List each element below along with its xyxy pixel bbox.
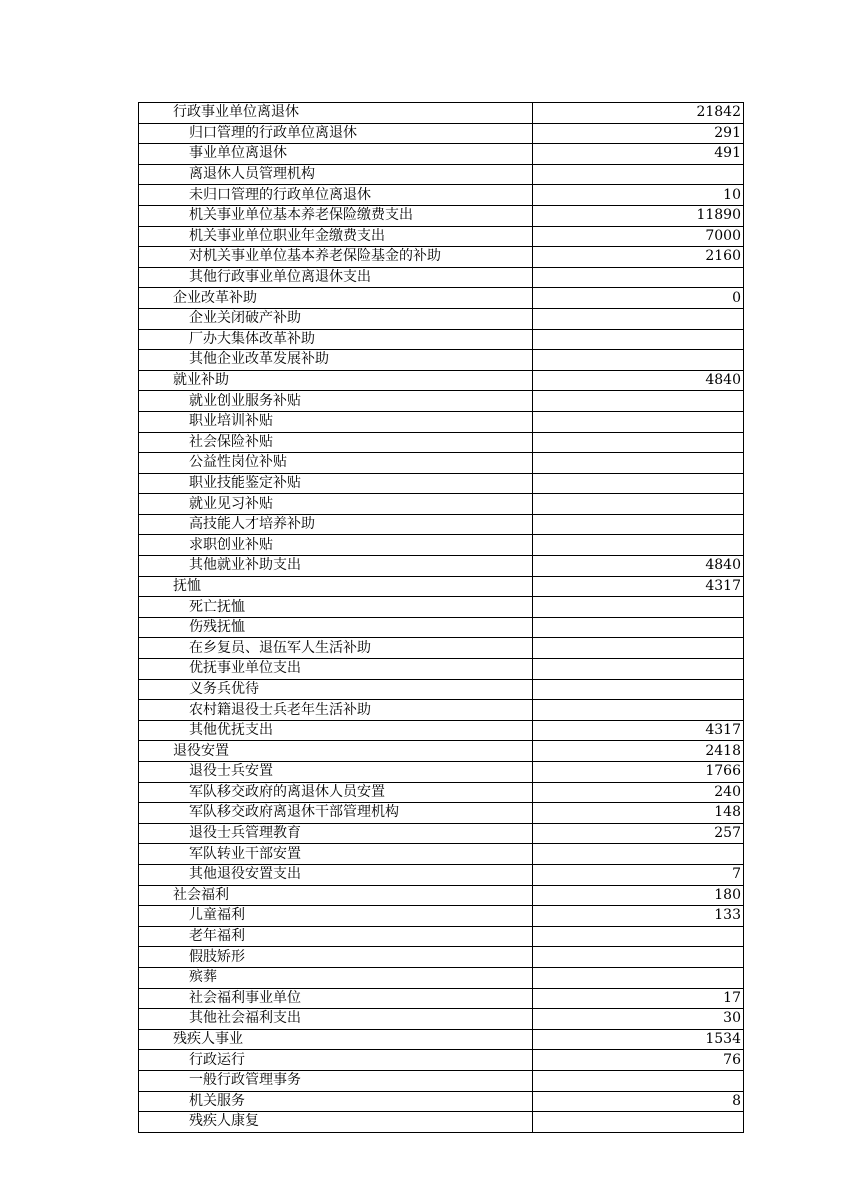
amount-cell: 4840 [533,370,744,391]
amount-cell: 491 [533,144,744,165]
item-name-cell: 就业创业服务补贴 [139,391,533,412]
amount-cell: 21842 [533,103,744,124]
subcategory-row [139,617,744,638]
subcategory-row [139,906,744,927]
item-name-cell: 死亡抚恤 [139,597,533,618]
amount-cell: 1534 [533,1029,744,1050]
subcategory-row [139,597,744,618]
budget-table [138,102,744,1133]
budget-table-body [139,103,744,1133]
item-name-cell: 行政运行 [139,1050,533,1071]
subcategory-row [139,803,744,824]
item-name-cell: 在乡复员、退伍军人生活补助 [139,638,533,659]
amount-cell [533,432,744,453]
item-name-cell: 退役士兵安置 [139,762,533,783]
amount-cell [533,391,744,412]
item-name-cell: 退役士兵管理教育 [139,823,533,844]
amount-cell: 257 [533,823,744,844]
item-name-cell: 其他行政事业单位离退休支出 [139,267,533,288]
amount-cell: 4317 [533,576,744,597]
item-name-cell: 军队移交政府的离退休人员安置 [139,782,533,803]
item-name-cell: 老年福利 [139,926,533,947]
item-name-cell: 就业补助 [139,370,533,391]
category-row [139,576,744,597]
item-name-cell: 高技能人才培养补助 [139,514,533,535]
subcategory-row [139,453,744,474]
item-name-cell: 职业培训补贴 [139,411,533,432]
amount-cell: 0 [533,288,744,309]
subcategory-row [139,700,744,721]
subcategory-row [139,329,744,350]
item-name-cell: 职业技能鉴定补贴 [139,473,533,494]
item-name-cell: 优抚事业单位支出 [139,659,533,680]
subcategory-row [139,123,744,144]
item-name-cell: 企业关闭破产补助 [139,308,533,329]
amount-cell [533,308,744,329]
amount-cell [533,844,744,865]
item-name-cell: 就业见习补贴 [139,494,533,515]
amount-cell [533,1070,744,1091]
amount-cell [533,597,744,618]
item-name-cell: 义务兵优待 [139,679,533,700]
subcategory-row [139,844,744,865]
subcategory-row [139,947,744,968]
item-name-cell: 社会福利 [139,885,533,906]
amount-cell: 1766 [533,762,744,783]
subcategory-row [139,720,744,741]
item-name-cell: 残疾人事业 [139,1029,533,1050]
item-name-cell: 对机关事业单位基本养老保险基金的补助 [139,247,533,268]
item-name-cell: 未归口管理的行政单位离退休 [139,185,533,206]
amount-cell [533,473,744,494]
amount-cell: 7 [533,864,744,885]
item-name-cell: 其他企业改革发展补助 [139,350,533,371]
subcategory-row [139,535,744,556]
subcategory-row [139,226,744,247]
subcategory-row [139,267,744,288]
subcategory-row [139,247,744,268]
item-name-cell: 抚恤 [139,576,533,597]
amount-cell: 17 [533,988,744,1009]
category-row [139,885,744,906]
amount-cell [533,659,744,680]
amount-cell: 7000 [533,226,744,247]
subcategory-row [139,556,744,577]
item-name-cell: 机关事业单位基本养老保险缴费支出 [139,205,533,226]
subcategory-row [139,823,744,844]
subcategory-row [139,164,744,185]
subcategory-row [139,350,744,371]
subcategory-row [139,391,744,412]
item-name-cell: 农村籍退役士兵老年生活补助 [139,700,533,721]
subcategory-row [139,185,744,206]
amount-cell: 8 [533,1091,744,1112]
subcategory-row [139,967,744,988]
subcategory-row [139,782,744,803]
amount-cell [533,679,744,700]
amount-cell: 2160 [533,247,744,268]
category-row [139,288,744,309]
amount-cell [533,514,744,535]
amount-cell: 11890 [533,205,744,226]
item-name-cell: 归口管理的行政单位离退休 [139,123,533,144]
item-name-cell: 企业改革补助 [139,288,533,309]
item-name-cell: 厂办大集体改革补助 [139,329,533,350]
item-name-cell: 求职创业补贴 [139,535,533,556]
category-row [139,103,744,124]
amount-cell [533,967,744,988]
subcategory-row [139,926,744,947]
amount-cell [533,535,744,556]
amount-cell [533,638,744,659]
subcategory-row [139,1070,744,1091]
item-name-cell: 儿童福利 [139,906,533,927]
item-name-cell: 公益性岗位补贴 [139,453,533,474]
item-name-cell: 社会保险补贴 [139,432,533,453]
subcategory-row [139,514,744,535]
amount-cell [533,411,744,432]
item-name-cell: 行政事业单位离退休 [139,103,533,124]
subcategory-row [139,205,744,226]
item-name-cell: 退役安置 [139,741,533,762]
item-name-cell: 殡葬 [139,967,533,988]
subcategory-row [139,473,744,494]
amount-cell: 4840 [533,556,744,577]
amount-cell: 133 [533,906,744,927]
amount-cell [533,350,744,371]
amount-cell: 240 [533,782,744,803]
subcategory-row [139,411,744,432]
subcategory-row [139,1050,744,1071]
amount-cell: 291 [533,123,744,144]
item-name-cell: 其他退役安置支出 [139,864,533,885]
item-name-cell: 其他优抚支出 [139,720,533,741]
category-row [139,370,744,391]
item-name-cell: 军队转业干部安置 [139,844,533,865]
item-name-cell: 机关事业单位职业年金缴费支出 [139,226,533,247]
subcategory-row [139,1091,744,1112]
category-row [139,1029,744,1050]
amount-cell [533,329,744,350]
item-name-cell: 离退休人员管理机构 [139,164,533,185]
subcategory-row [139,659,744,680]
amount-cell: 180 [533,885,744,906]
subcategory-row [139,494,744,515]
amount-cell: 76 [533,1050,744,1071]
amount-cell [533,453,744,474]
amount-cell: 2418 [533,741,744,762]
subcategory-row [139,308,744,329]
amount-cell [533,700,744,721]
subcategory-row [139,679,744,700]
item-name-cell: 社会福利事业单位 [139,988,533,1009]
subcategory-row [139,864,744,885]
amount-cell: 148 [533,803,744,824]
subcategory-row [139,988,744,1009]
item-name-cell: 假肢矫形 [139,947,533,968]
amount-cell [533,267,744,288]
item-name-cell: 事业单位离退休 [139,144,533,165]
subcategory-row [139,144,744,165]
amount-cell [533,1112,744,1133]
amount-cell [533,947,744,968]
amount-cell: 10 [533,185,744,206]
item-name-cell: 一般行政管理事务 [139,1070,533,1091]
amount-cell: 30 [533,1009,744,1030]
subcategory-row [139,638,744,659]
category-row [139,741,744,762]
item-name-cell: 机关服务 [139,1091,533,1112]
subcategory-row [139,432,744,453]
subcategory-row [139,1009,744,1030]
subcategory-row [139,762,744,783]
amount-cell [533,494,744,515]
item-name-cell: 其他社会福利支出 [139,1009,533,1030]
subcategory-row [139,1112,744,1133]
amount-cell [533,926,744,947]
amount-cell: 4317 [533,720,744,741]
item-name-cell: 军队移交政府离退休干部管理机构 [139,803,533,824]
item-name-cell: 残疾人康复 [139,1112,533,1133]
item-name-cell: 伤残抚恤 [139,617,533,638]
item-name-cell: 其他就业补助支出 [139,556,533,577]
amount-cell [533,617,744,638]
amount-cell [533,164,744,185]
